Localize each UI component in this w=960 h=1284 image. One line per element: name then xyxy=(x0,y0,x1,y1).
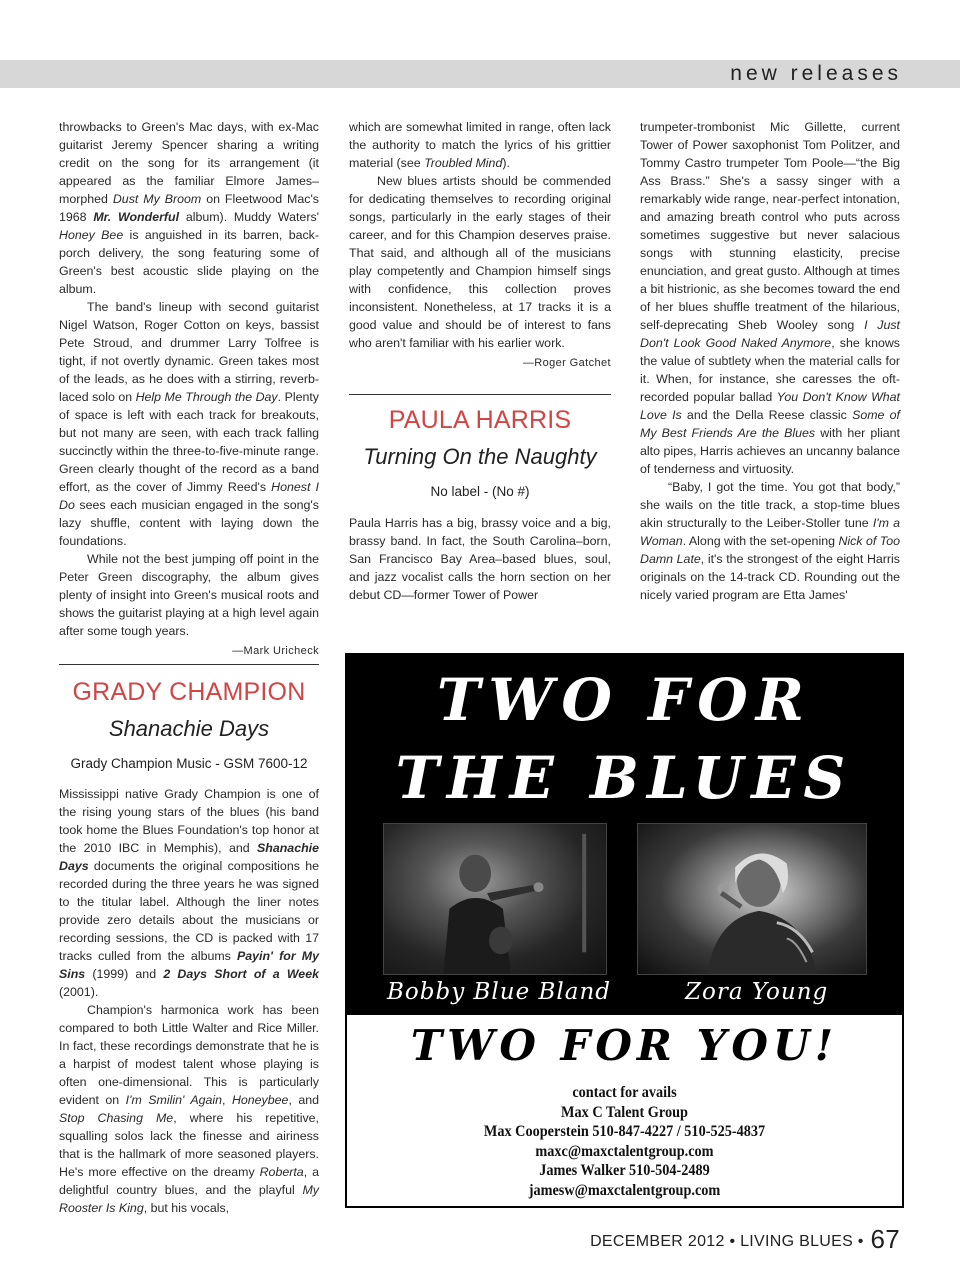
ad-title-line1: TWO FOR xyxy=(437,666,812,734)
ad-artist-name-1: Bobby Blue Bland xyxy=(387,979,611,1005)
paragraph: trumpeter-trombonist Mic Gillette, current Tower of Power saxophonist Tom Politzer, and Tommy Castro trumpeter Tom Poole—“the Big Ass Brass.” She's a sassy singer with a remarkably wide range, near-perfect intonation, and amazing breath control who puts across sometimes suggestive but never salacious songs with stunning elasticity, precise enunciation, and great gusto. Although at times a bit histrionic, as she becomes toward the end of her blues shuffle treatment of the hilarious, self-deprecating Sheb Wooley song I Just Don't Look Good Naked Anymore, she knows the value of subtlety when the material calls for it. When, for instance, she caresses the oft-recorded popular ballad You Don't Know What Love Is and the Della Reese classic Some of My Best Friends Are the Blues with her pliant alto pipes, Harris achieves an uncanny balance of tenderness and virtuosity. xyxy=(640,120,900,476)
paragraph: Champion's harmonica work has been compared to both Little Walter and Rice Miller. In fact, these recordings demonstrate that he is a harpist of modest talent whose playing is often one-dimensional. This is particularly evident on I'm Smilin' Again, Honeybee, and Stop Chasing Me, where his repetitive, squalling solos lack the finesse and airiness that is the hallmark of more seasoned players. He's more effective on the dreamy Roberta, a delightful country blues, and the playful My Rooster Is King, but his vocals, xyxy=(59,1003,320,1215)
ad-black-panel xyxy=(347,655,902,1015)
harris-review-body xyxy=(349,514,611,604)
ad-contact-block xyxy=(369,1083,880,1200)
section-label: new releases xyxy=(730,62,902,85)
champion-review-header xyxy=(59,676,319,774)
paragraph: The band's lineup with second guitarist Nigel Watson, Roger Cotton on keys, bassist Pete Stroud, and drummer Larry Tolfree is tight, if not overtly dynamic. Green takes most of the leads, as he does with a stirring, reverb-laced solo on Help Me Through the Day. Plenty of space is left with each track for breakouts, but not many are seen, with each track falling succinctly within the three-to-five-minute range. Green clearly thought of the record as a band effort, as the cover of Jimmy Reed's Honest I Do sees each musician engaged in the song's lazy shuffle, content with laying down the foundations. xyxy=(59,300,320,548)
artist-name: GRADY CHAMPION xyxy=(72,678,306,706)
paragraph: While not the best jumping off point in the Peter Green discography, the album gives plenty of insight into Green's musical roots and shows the guitarist playing at a high level again after some tough years. xyxy=(59,552,319,638)
record-label: No label - (No #) xyxy=(430,484,530,499)
contact-line: Max Cooperstein 510-847-4227 / 510-525-4837 xyxy=(483,1123,766,1140)
champion-review-body xyxy=(59,785,319,1217)
byline: —Mark Uricheck xyxy=(232,645,319,657)
bobby-blue-bland-photo xyxy=(383,823,607,975)
paragraph: “Baby, I got the time. You got that body,” she wails on the title track, a stop-time blues akin structurally to the Leiber-Stoller tune I'm a Woman. Along with the set-opening Nick of Too Damn Late, it's the strongest of the eight Harris originals on the 14-track CD. Rounding out the nicely varied program are Etta James' xyxy=(640,480,901,602)
footer-text: DECEMBER 2012 • LIVING BLUES • xyxy=(590,1233,864,1250)
album-title: Shanachie Days xyxy=(108,716,270,741)
contact-line: James Walker 510-504-2489 xyxy=(539,1162,710,1179)
paragraph: throwbacks to Green's Mac days, with ex-Mac guitarist Jeremy Spencer sharing a writing credit on the song for its arrangement (it appeared as the familiar Elmore James–morphed Dust My Broom on Fleetwood Mac's 1968 Mr. Wonderful album). Muddy Waters' Honey Bee is anguished in its barren, back-porch delivery, the song featuring some of Green's best acoustic slide playing on the album. xyxy=(59,120,320,296)
divider xyxy=(59,664,319,665)
artist-name: PAULA HARRIS xyxy=(388,406,572,434)
green-review-continuation xyxy=(59,118,319,660)
page-footer xyxy=(590,1224,900,1257)
champion-review-continuation xyxy=(349,118,611,372)
harris-review-continuation xyxy=(640,118,900,604)
byline: —Roger Gatchet xyxy=(522,357,611,369)
ad-artist-name-2: Zora Young xyxy=(685,979,829,1005)
divider xyxy=(349,394,611,395)
contact-email: jamesw@maxctalentgroup.com xyxy=(528,1181,721,1199)
paragraph: which are somewhat limited in range, often lack the authority to match the lyrics of his grittier material (see Troubled Mind). xyxy=(349,120,611,170)
contact-line: contact for avails xyxy=(572,1084,677,1101)
ad-tagline: TWO FOR YOU! xyxy=(410,1021,839,1070)
page-number: 67 xyxy=(870,1224,900,1254)
album-title: Turning On the Naughty xyxy=(363,444,597,469)
paragraph: Paula Harris has a big, brassy voice and a big, brassy band. In fact, the South Carolina–born, San Francisco Bay Area–based blues, soul, and jazz vocalist calls the horn section on her debut CD—former Tower of Power xyxy=(349,516,611,602)
paragraph: New blues artists should be commended for dedicating themselves to recording original songs, particularly in the early stages of their career, and for this Champion deserves praise. That said, and although all of the musicians play competently and Champion himself sings with confidence, this collection proves inconsistent. Nonetheless, at 17 tracks it is a good value and should be of interest to fans who aren't familiar with his earlier work. xyxy=(349,174,611,350)
contact-line: Max C Talent Group xyxy=(561,1103,688,1121)
paragraph: Mississippi native Grady Champion is one of the rising young stars of the blues (his band took home the Blues Foundation's top honor at the 2010 IBC in Memphis), and Shanachie Days documents the original compositions he recorded during the three years he was signed to the titular label. Although the liner notes provide zero details about the musicians or recording sessions, the CD is packed with 17 tracks culled from the albums Payin' for My Sins (1999) and 2 Days Short of a Week (2001). xyxy=(59,787,319,999)
ad-title-line2: THE BLUES xyxy=(395,744,854,812)
zora-young-photo xyxy=(637,823,867,975)
record-label: Grady Champion Music - GSM 7600-12 xyxy=(70,756,308,771)
two-for-the-blues-ad xyxy=(345,653,904,1208)
harris-review-header xyxy=(349,404,611,502)
contact-email: maxc@maxctalentgroup.com xyxy=(535,1142,714,1160)
